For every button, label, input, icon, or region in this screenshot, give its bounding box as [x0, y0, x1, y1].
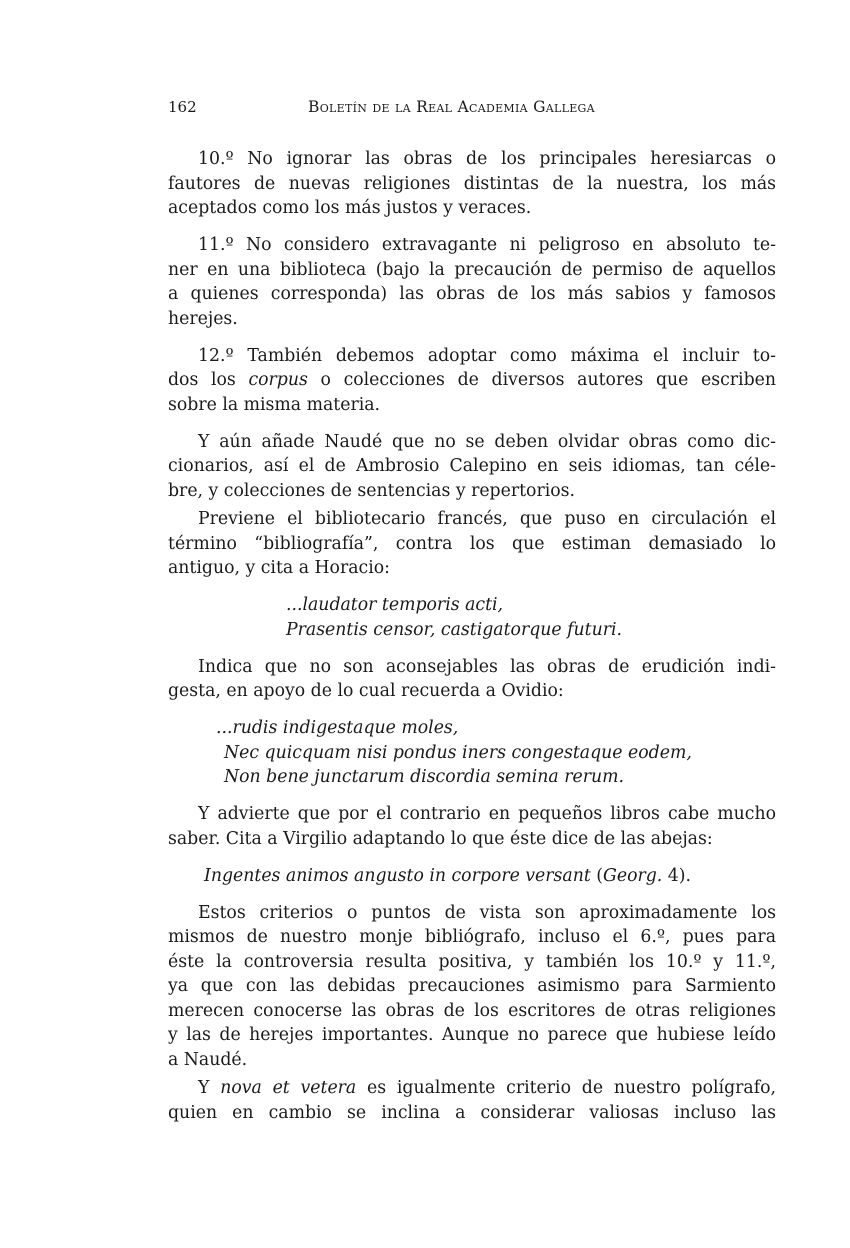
paragraph	[168, 655, 776, 704]
running-header	[168, 98, 776, 122]
text-segment: 11.º No considero extravagante ni peligroso en absoluto te-	[198, 235, 776, 255]
text-line	[168, 307, 776, 332]
text-segment: bre, y colecciones de sentencias y repertorios.	[168, 480, 576, 501]
text-line	[168, 196, 776, 221]
paragraph	[168, 147, 776, 221]
text-line	[168, 1076, 776, 1101]
text-line	[168, 827, 776, 852]
quotation	[168, 716, 776, 790]
text-line	[168, 147, 776, 172]
italic-text: ...rudis indigestaque moles,	[216, 718, 459, 738]
text-line	[168, 430, 776, 455]
text-line	[168, 368, 776, 393]
paragraph	[168, 507, 776, 581]
text-line	[168, 344, 776, 369]
text-line	[168, 282, 776, 307]
body-text	[168, 147, 776, 1125]
text-segment: a Naudé.	[168, 1049, 248, 1070]
text-segment: y las de herejes importantes. Aunque no parece que hubiese leído	[168, 1025, 776, 1045]
text-line	[168, 864, 776, 889]
text-segment: Y advierte que por el contrario en pequeños libros cabe mucho	[198, 804, 776, 824]
page-number: 162	[168, 98, 197, 116]
italic-text: nova et vetera	[220, 1078, 357, 1098]
text-line	[168, 454, 776, 479]
italic-text: Georg.	[603, 865, 663, 886]
text-line	[168, 679, 776, 704]
text-line	[168, 172, 776, 197]
text-segment: (	[590, 865, 604, 886]
text-line	[168, 741, 776, 766]
italic-text: ...laudator temporis acti,	[286, 595, 504, 615]
text-segment: Estos criterios o puntos de vista son aproximadamente los	[198, 902, 776, 923]
text-segment: saber. Cita a Virgilio adaptando lo que éste dice de las abejas:	[168, 828, 713, 849]
text-line	[168, 556, 776, 581]
text-segment: 12.º También debemos adoptar como máxima el incluir to-	[198, 345, 776, 366]
italic-text: Prasentis censor, castigatorque futuri.	[286, 619, 622, 640]
text-segment: merecen conocerse las obras de los escritores de otras religiones	[168, 1000, 776, 1021]
paragraph	[168, 1076, 776, 1125]
text-line	[168, 716, 776, 741]
text-segment: ya que con las debidas precauciones asimismo para Sarmiento	[168, 976, 776, 996]
text-line	[168, 1101, 776, 1126]
text-line	[168, 393, 776, 418]
text-line	[168, 479, 776, 504]
text-segment: gesta, en apoyo de lo cual recuerda a Ovidio:	[168, 681, 564, 701]
text-line	[168, 593, 776, 618]
text-segment: 10.º No ignorar las obras de los principales heresiarcas o	[198, 149, 776, 169]
text-segment: éste la controversia resulta positiva, y también los 10.º y 11.º,	[168, 951, 776, 972]
text-line	[168, 532, 776, 557]
text-segment: dos los	[168, 370, 249, 390]
italic-text: Nec quicquam nisi pondus iners congestaque eodem,	[224, 742, 692, 763]
text-segment: Y	[198, 1078, 221, 1098]
text-line	[168, 233, 776, 258]
text-line	[168, 258, 776, 283]
quotation	[168, 864, 776, 889]
quotation	[168, 593, 776, 642]
text-segment: 4).	[662, 865, 692, 886]
text-line	[168, 507, 776, 532]
text-segment: mismos de nuestro monje bibliógrafo, incluso el 6.º, pues para	[168, 927, 776, 947]
paragraph	[168, 233, 776, 331]
text-segment: Indica que no son aconsejables las obras de erudición indi-	[198, 656, 776, 677]
text-segment: herejes.	[168, 308, 238, 329]
text-line	[168, 1023, 776, 1048]
text-segment: término “bibliografía”, contra los que estiman demasiado lo	[168, 533, 776, 554]
text-segment: quien en cambio se inclina a considerar valiosas incluso las	[168, 1102, 776, 1123]
running-title: Boletín de la Real Academia Gallega	[308, 98, 595, 116]
text-segment: ner en una biblioteca (bajo la precaución de permiso de aquellos	[168, 259, 776, 280]
italic-text: corpus	[248, 370, 308, 390]
text-segment: o colecciones de diversos autores que escriben	[307, 370, 777, 390]
text-segment: sobre la misma materia.	[168, 394, 381, 415]
text-segment: Previene el bibliotecario francés, que puso en circulación el	[198, 509, 776, 529]
paragraph	[168, 901, 776, 1073]
text-segment: a quienes corresponda) las obras de los más sabios y famosos	[168, 284, 776, 304]
text-line	[168, 765, 776, 790]
text-line	[168, 655, 776, 680]
text-line	[168, 1048, 776, 1073]
text-segment: fautores de nuevas religiones distintas de la nuestra, los más	[168, 173, 776, 194]
text-line	[168, 925, 776, 950]
paragraph	[168, 802, 776, 851]
text-line	[168, 999, 776, 1024]
text-segment: Y aún añade Naudé que no se deben olvidar obras como dic-	[198, 431, 776, 452]
paragraph	[168, 344, 776, 418]
text-line	[168, 974, 776, 999]
text-line	[168, 950, 776, 975]
italic-text: Ingentes animos angusto in corpore versant	[204, 865, 591, 886]
text-segment: es igualmente criterio de nuestro polígrafo,	[356, 1078, 777, 1098]
text-segment: antiguo, y cita a Horacio:	[168, 558, 390, 578]
text-segment: aceptados como los más justos y veraces.	[168, 198, 532, 218]
text-segment: cionarios, así el de Ambrosio Calepino en seis idiomas, tan céle-	[168, 456, 776, 476]
italic-text: Non bene junctarum discordia semina rerum.	[224, 767, 624, 787]
text-line	[168, 802, 776, 827]
text-line	[168, 901, 776, 926]
paragraph	[168, 430, 776, 504]
text-line	[168, 618, 776, 643]
